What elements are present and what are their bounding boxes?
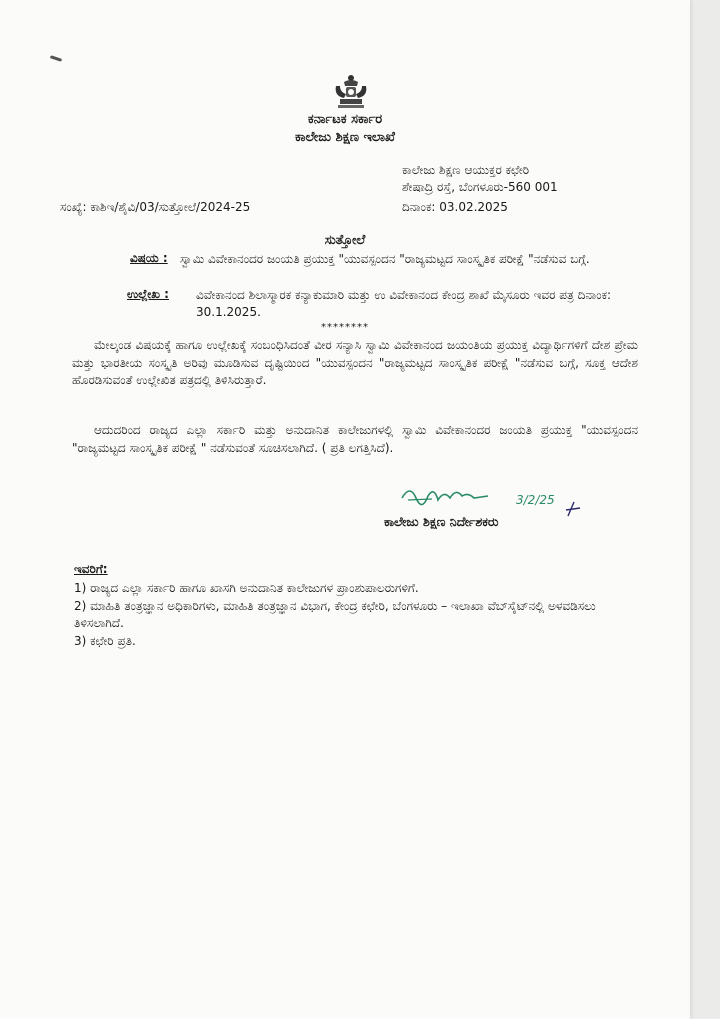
body-paragraph-1: ಮೇಲ್ಕಂಡ ವಿಷಯಕ್ಕೆ ಹಾಗೂ ಉಲ್ಲೇಖಕ್ಕೆ ಸಂಬಂಧಿಸಿದಂತೆ ವೀರ ಸನ್ಯಾಸಿ ಸ್ವಾಮಿ ವಿವೇಕಾನಂದ ಜಯಂತಿಯ ಪ್ರಯುಕ್ತ ವಿದ್ಯಾರ್ಥಿಗಳಿಗೆ ದೇಶ ಪ್ರೇಮ ಮತ್ತು ಭಾರತೀಯ ಸಂಸ್ಕೃತಿ ಅರಿವು ಮೂಡಿಸುವ ದೃಷ್ಟಿಯಿಂದ "ಯುವಸ್ಪಂದನ "ರಾಜ್ಯಮಟ್ಟದ ಸಾಂಸ್ಕೃತಿಕ ಪರೀಕ್ಷೆ "ನಡೆಸುವ ಬಗ್ಗೆ, ಸೂಕ್ತ ಆದೇಶ ಹೊರಡಿಸುವಂತೆ ಉಲ್ಲೇಖಿತ ಪತ್ರದಲ್ಲಿ ತಿಳಿಸಿರುತ್ತಾರೆ.: [72, 338, 638, 387]
reference-label: ಉಲ್ಲೇಖ :: [127, 287, 169, 301]
government-name: ಕರ್ನಾಟಕ ಸರ್ಕಾರ: [307, 112, 383, 127]
circular-title: ಸುತ್ತೋಲೆ: [324, 233, 366, 248]
recipient-item-1: 1) ರಾಜ್ಯದ ಎಲ್ಲಾ ಸರ್ಕಾರಿ ಹಾಗೂ ಖಾಸಗಿ ಅನುದಾನಿತ ಕಾಲೇಜುಗಳ ಪ್ರಾಂಶುಪಾಲರುಗಳಿಗೆ.: [74, 581, 419, 595]
subject-label: ವಿಷಯ :: [130, 251, 168, 265]
office-address-line1: ಕಾಲೇಜು ಶಿಕ್ಷಣ ಆಯುಕ್ತರ ಕಛೇರಿ: [402, 163, 530, 177]
subject-text: ಸ್ವಾಮಿ ವಿವೇಕಾನಂದರ ಜಂಯತಿ ಪ್ರಯುಕ್ತ "ಯುವಸ್ಪಂದನ "ರಾಜ್ಯಮಟ್ಟದ ಸಾಂಸ್ಕೃತಿಕ ಪರೀಕ್ಷೆ "ನಡೆಸುವ ಬಗ್ಗೆ.: [180, 252, 590, 266]
recipients-list: [74, 580, 644, 650]
reference-text: ವಿವೇಕಾನಂದ ಶಿಲಾಸ್ಮಾರಕ ಕನ್ಯಾಕುಮಾರಿ ಮತ್ತು ಉ ವಿವೇಕಾನಂದ ಕೇಂದ್ರ ಶಾಖೆ ಮೈಸೂರು ಇವರ ಪತ್ರ ದಿನಾಂಕ: 30.1.2025.: [196, 288, 612, 319]
recipient-item-2: 2) ಮಾಹಿತಿ ತಂತ್ರಜ್ಞಾನ ಅಧಿಕಾರಿಗಳು, ಮಾಹಿತಿ ತಂತ್ರಜ್ಞಾನ ವಿಭಾಗ, ಕೇಂದ್ರ ಕಛೇರಿ, ಬೆಂಗಳೂರು – ಇಲಾಖಾ ವೆಬ್‌ಸೈಟ್‌ನಲ್ಲಿ ಅಳವಡಿಸಲು ತಿಳಿಸಲಾಗಿದೆ.: [74, 598, 596, 630]
stray-mark: [50, 55, 62, 62]
karnataka-emblem-icon: [330, 72, 372, 112]
department-name: ಕಾಲೇಜು ಶಿಕ್ಷಣ ಇಲಾಖೆ: [295, 130, 395, 145]
office-address-line2: ಶೇಷಾದ್ರಿ ರಸ್ತೆ, ಬೆಂಗಳೂರು-560 001: [402, 180, 558, 194]
reference-number: ಸಂಖ್ಯೆ: ಕಾಶಿಇ/ಶೈವಿ/03/ಸುತ್ತೋಲೆ/2024-25: [60, 200, 251, 214]
signature-mark: [398, 478, 588, 518]
document-date: ದಿನಾಂಕ: 03.02.2025: [402, 200, 508, 214]
body-paragraph-2: ಆದುದರಿಂದ ರಾಜ್ಯದ ಎಲ್ಲಾ ಸರ್ಕಾರಿ ಮತ್ತು ಅನುದಾನಿತ ಕಾಲೇಜುಗಳಲ್ಲಿ ಸ್ವಾಮಿ ವಿವೇಕಾನಂದರ ಜಂಯತಿ ಪ್ರಯುಕ್ತ "ಯುವಸ್ಪಂದನ "ರಾಜ್ಯಮಟ್ಟದ ಸಾಂಸ್ಕೃತಿಕ ಪರೀಕ್ಷೆ " ನಡೆಸುವಂತೆ ಸೂಚಿಸಲಾಗಿದೆ. ( ಪ್ರತಿ ಲಗತ್ತಿಸಿದೆ).: [72, 423, 638, 455]
signature-date: 3/2/25: [516, 493, 555, 507]
signatory-title: ಕಾಲೇಜು ಶಿಕ್ಷಣ ನಿರ್ದೇಶಕರು: [384, 514, 499, 529]
recipient-item-3: 3) ಕಛೇರಿ ಪ್ರತಿ.: [74, 633, 136, 648]
separator: ********: [321, 322, 369, 333]
recipients-label: ಇವರಿಗೆ:: [74, 562, 108, 576]
